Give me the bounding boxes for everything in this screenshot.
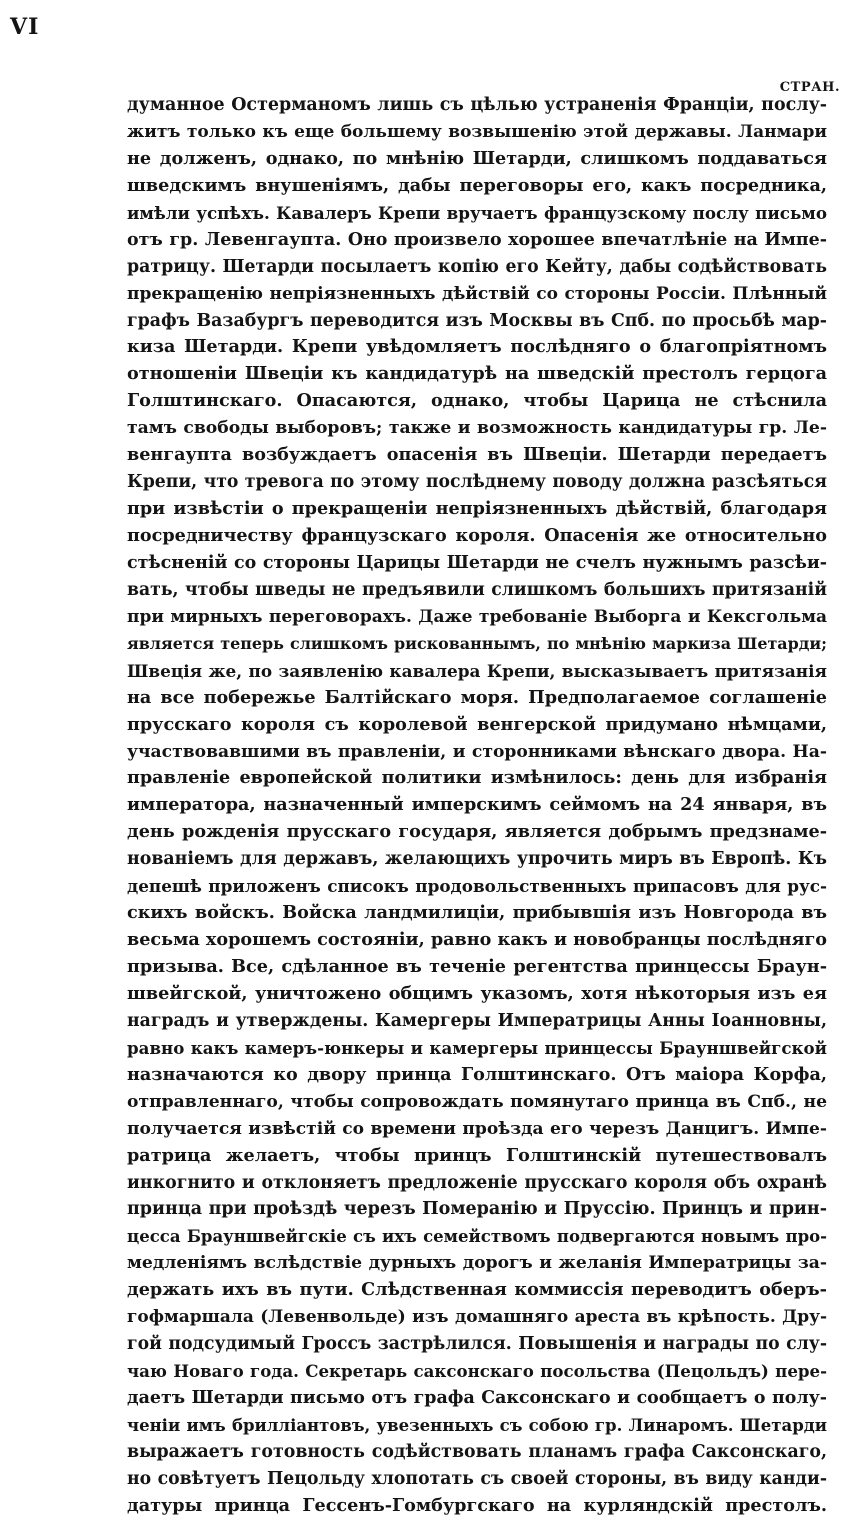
text-line: тамъ свободы выборовъ; также и возможность кандидатуры гр. Ле- xyxy=(127,418,827,439)
text-line: посредничеству французскаго короля. Опасенія же относительно xyxy=(127,525,827,546)
text-line: является теперь слишкомъ рискованнымъ, по мнѣнію маркиза Шетарди; xyxy=(127,633,827,653)
text-line: гофмаршала (Левенвольде) изъ домашняго ареста въ крѣпость. Дру- xyxy=(127,1307,827,1328)
text-line: датуры принца Гессенъ-Гомбургскаго на курляндскій престолъ. xyxy=(127,1494,827,1516)
text-line: участвовавшими въ правленіи, и сторонниками вѣнскаго двора. На- xyxy=(127,741,827,762)
text-line: прусскаго короля съ королевой венгерской придумано нѣмцами, xyxy=(127,713,827,735)
text-line: не долженъ, однако, по мнѣнію Шетарди, слишкомъ поддаваться xyxy=(127,147,827,169)
column-header-page: СТРАН. xyxy=(779,80,840,95)
text-line: ратрицу. Шетарди посылаетъ копію его Кейту, дабы содѣйствовать xyxy=(127,256,827,277)
text-line: отношеніи Швеціи къ кандидатурѣ на шведскій престолъ герцога xyxy=(127,363,827,385)
text-line: принца при проѣздѣ черезъ Померанію и Пруссію. Принцъ и прин- xyxy=(127,1199,827,1220)
text-line: чаю Новаго года. Секретарь саксонскаго посольства (Пецольдъ) пере- xyxy=(127,1361,827,1382)
text-line: гой подсудимый Гроссъ застрѣлился. Повышенія и награды по слу- xyxy=(127,1334,827,1355)
text-line: шведскимъ внушеніямъ, дабы переговоры его, какъ посредника, xyxy=(127,174,827,196)
text-line: правленіе европейской политики измѣнилось: день для избранія xyxy=(127,767,827,789)
text-line: стѣсненій со стороны Царицы Шетарди не счелъ нужнымъ разсѣи- xyxy=(127,552,827,573)
text-line: Швеція же, по заявленію кавалера Крепи, высказываетъ притязанія xyxy=(127,660,827,681)
text-line: императора, назначенный имперскимъ сеймомъ на 24 января, въ xyxy=(127,794,827,816)
text-line: вать, чтобы шведы не предъявили слишкомъ большихъ притязаній xyxy=(127,579,827,600)
text-line: даетъ Шетарди письмо отъ графа Саксонскаго и сообщаетъ о полу- xyxy=(127,1388,827,1408)
text-line: ченіи имъ брилліантовъ, увезенныхъ съ собою гр. Линаромъ. Шетарди xyxy=(127,1414,827,1435)
text-line: имѣли успѣхъ. Кавалеръ Крепи вручаетъ французскому послу письмо xyxy=(127,202,827,223)
page-number: VI xyxy=(10,14,40,40)
text-line: отъ гр. Левенгаупта. Оно произвело хорошее впечатлѣніе на Импе- xyxy=(127,229,827,250)
body-text xyxy=(127,92,827,1520)
text-line: венгаупта возбуждаетъ опасенія въ Швеціи. Шетарди передаетъ xyxy=(127,444,827,466)
text-line: на все побережье Балтійскаго моря. Предполагаемое соглашеніе xyxy=(127,686,827,708)
text-line: весьма хорошемъ состояніи, равно какъ и новобранцы послѣдняго xyxy=(127,929,827,951)
text-line: медленіямъ вслѣдствіе дурныхъ дорогъ и желанія Императрицы за- xyxy=(127,1253,827,1274)
text-line: выражаетъ готовность содѣйствовать планамъ графа Саксонскаго, xyxy=(127,1441,827,1462)
text-line: ратрица желаетъ, чтобы принцъ Голштинскій путешествовалъ xyxy=(127,1144,827,1166)
text-line: держать ихъ въ пути. Слѣдственная коммиссія переводитъ оберъ- xyxy=(127,1279,827,1301)
text-line: нованіемъ для державъ, желающихъ упрочить миръ въ Европѣ. Къ xyxy=(127,849,827,870)
text-line: при извѣстіи о прекращеніи непріязненныхъ дѣйствій, благодаря xyxy=(127,498,827,520)
text-line: равно какъ камеръ-юнкеры и камергеры принцессы Брауншвейгской xyxy=(127,1037,827,1058)
text-line: прекращенію непріязненныхъ дѣйствій со стороны Россіи. Плѣнный xyxy=(127,283,827,304)
text-line: но совѣтуетъ Пецольду хлопотать съ своей стороны, въ виду канди- xyxy=(127,1468,827,1489)
text-line: думанное Остерманомъ лишь съ цѣлью устраненія Франціи, послу- xyxy=(127,95,827,115)
text-line: Голштинскаго. Опасаются, однако, чтобы Царица не стѣснила xyxy=(127,390,827,412)
text-line: день рожденія прусскаго государя, является добрымъ предзнаме- xyxy=(127,821,827,843)
text-line: при мирныхъ переговорахъ. Даже требованіе Выборга и Кексгольма xyxy=(127,606,827,627)
text-line: назначаются ко двору принца Голштинскаго. Отъ маіора Корфа, xyxy=(127,1063,827,1085)
text-line: инкогнито и отклоняетъ предложеніе прусскаго короля объ охранѣ xyxy=(127,1172,827,1193)
text-line: депешѣ приложенъ списокъ продовольственныхъ припасовъ для рус- xyxy=(127,876,827,897)
text-line: киза Шетарди. Крепи увѣдомляетъ послѣдняго о благопріятномъ xyxy=(127,336,827,358)
text-line: Крепи, что тревога по этому послѣднему поводу должна разсѣяться xyxy=(127,472,827,493)
text-line: наградъ и утверждены. Камергеры Императрицы Анны Іоанновны, xyxy=(127,1010,827,1031)
text-line: графъ Вазабургъ переводится изъ Москвы въ Спб. по просьбѣ мар- xyxy=(127,310,827,331)
text-line: швейгской, уничтожено общимъ указомъ, хотя нѣкоторыя изъ ея xyxy=(127,982,827,1004)
text-line: призыва. Все, сдѣланное въ теченіе регентства принцессы Браун- xyxy=(127,956,827,977)
text-line: скихъ войскъ. Войска ландмилиціи, прибывшія изъ Новгорода въ xyxy=(127,902,827,924)
text-line: получается извѣстій со времени проѣзда его черезъ Данцигъ. Импе- xyxy=(127,1118,827,1139)
text-line: житъ только къ еще большему возвышенію этой державы. Ланмари xyxy=(127,121,827,142)
text-line: отправленнаго, чтобы сопровождать помянутаго принца въ Спб., не xyxy=(127,1091,827,1112)
text-line: цесса Брауншвейгскіе съ ихъ семействомъ подвергаются новымъ про- xyxy=(127,1226,827,1247)
